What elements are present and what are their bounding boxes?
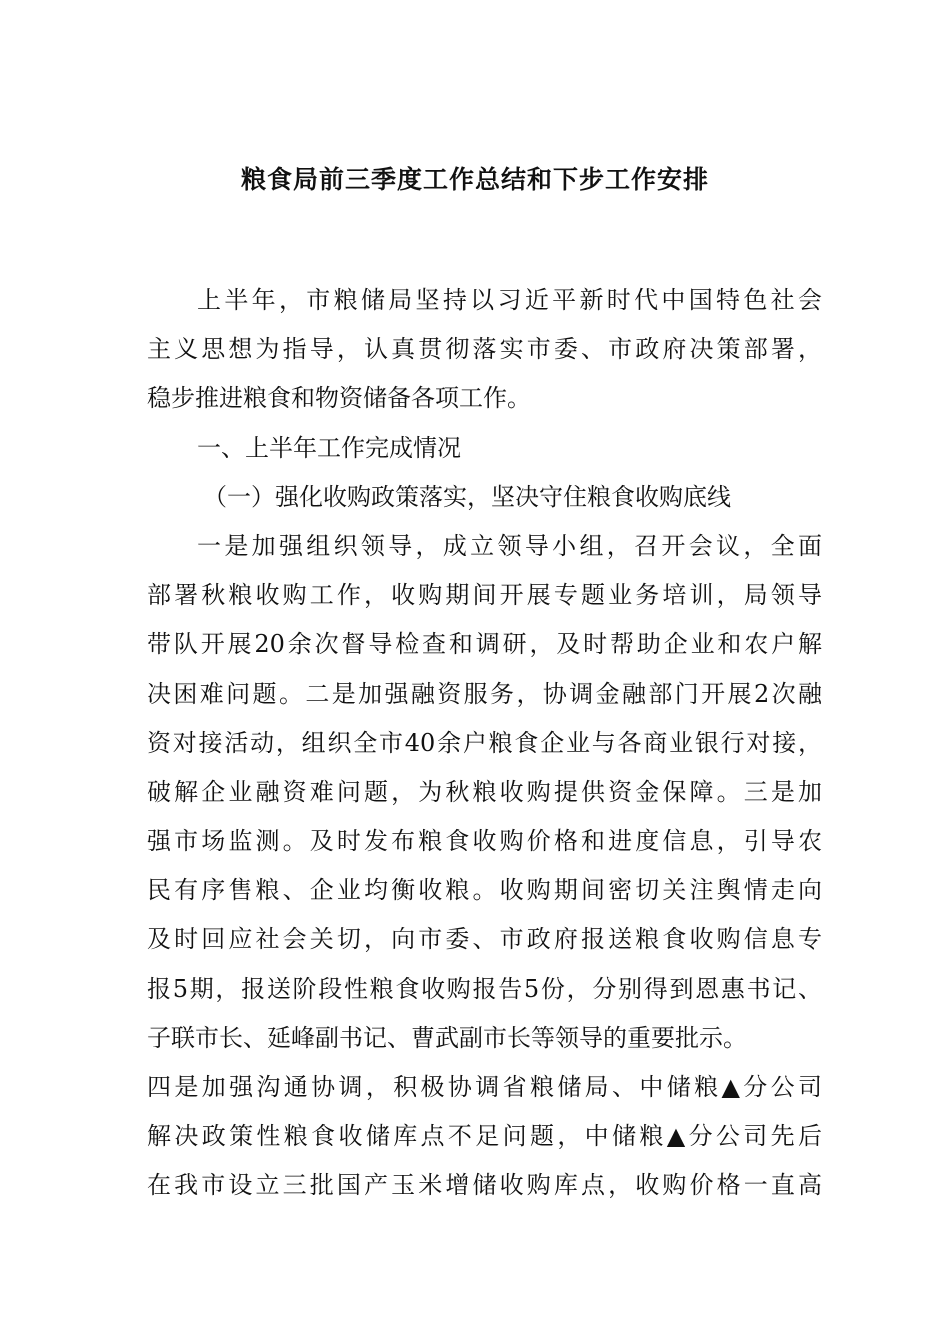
paragraph-line: 民有序售粮、企业均衡收粮。收购期间密切关注舆情走向: [147, 876, 822, 905]
section-heading: 一、上半年工作完成情况: [197, 433, 461, 462]
paragraph-line: 在我市设立三批国产玉米增储收购库点，收购价格一直高: [147, 1171, 822, 1200]
paragraph-line: 报5期，报送阶段性粮食收购报告5份，分别得到恩惠书记、: [147, 974, 822, 1003]
paragraph-line: 资对接活动，组织全市40余户粮食企业与各商业银行对接，: [147, 728, 822, 757]
paragraph-line: 一是加强组织领导，成立领导小组，召开会议，全面: [197, 531, 822, 560]
paragraph-line: 四是加强沟通协调，积极协调省粮储局、中储粮▲分公司: [147, 1073, 822, 1101]
paragraph-line: 子联市长、延峰副书记、曹武副市长等领导的重要批示。: [147, 1023, 747, 1052]
paragraph-line: 带队开展20余次督导检查和调研，及时帮助企业和农户解: [147, 630, 822, 659]
document-body: [147, 276, 822, 1211]
paragraph-line: 强市场监测。及时发布粮食收购价格和进度信息，引导农: [147, 827, 822, 856]
paragraph-line: 破解企业融资难问题，为秋粮收购提供资金保障。三是加: [147, 777, 822, 806]
paragraph-line: 上半年，市粮储局坚持以习近平新时代中国特色社会: [197, 286, 822, 314]
paragraph-line: 及时回应社会关切，向市委、市政府报送粮食收购信息专: [147, 925, 822, 954]
subsection-heading: （一）强化收购政策落实，坚决守住粮食收购底线: [203, 482, 731, 511]
document-title: 粮食局前三季度工作总结和下步工作安排: [240, 165, 709, 194]
paragraph-line: 主义思想为指导，认真贯彻落实市委、市政府决策部署，: [147, 335, 822, 364]
paragraph-line: 决困难问题。二是加强融资服务，协调金融部门开展2次融: [147, 679, 822, 708]
paragraph-line: 部署秋粮收购工作，收购期间开展专题业务培训，局领导: [147, 581, 822, 610]
paragraph-line: 解决政策性粮食收储库点不足问题，中储粮▲分公司先后: [147, 1122, 822, 1151]
paragraph-line: 稳步推进粮食和物资储备各项工作。: [147, 384, 531, 413]
